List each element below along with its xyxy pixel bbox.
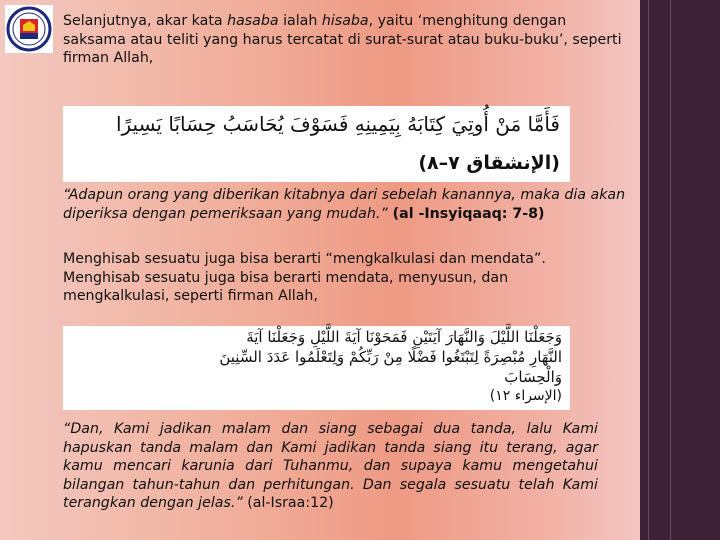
arabic-verse-line: وَجَعَلْنَا اللَّيْلَ وَالنَّهَارَ آيَتَيْنِ فَمَحَوْنَا آيَةَ اللَّيْلِ وَجَعَلْنَا آيَةَ (246, 328, 562, 346)
sidebar-divider (670, 0, 671, 540)
arabic-verse-line: النَّهَارِ مُبْصِرَةً لِتَبْتَغُوا فَضْلًا مِنْ رَبِّكُمْ وَلِتَعْلَمُوا عَدَدَ السِّنِينَ (219, 348, 562, 366)
verse-citation: (al -Insyiqaaq: 7-8) (387, 205, 545, 222)
arabic-verse-line: وَالْحِسَابَ (504, 368, 562, 386)
verse-citation: (al-Israa:12) (242, 495, 334, 511)
arabic-verse-line: فَأَمَّا مَنْ أُوتِيَ كِتَابَهُ بِيَمِينِهِ فَسَوْفَ يُحَاسَبُ حِسَابًا يَسِيرًا (115, 112, 560, 136)
arabic-verse-israa (63, 326, 570, 410)
arabic-verse-insyiqaaq (63, 106, 570, 182)
arabic-verse-reference: (الإنشقاق ٧–٨) (418, 152, 560, 174)
paragraph-hisab-intro (63, 12, 623, 68)
paragraph-menghisab (63, 250, 608, 306)
translation-text: “Dan, Kami jadikan malam dan siang sebagai dua tanda, lalu Kami hapuskan tanda malam dan Kami jadikan tanda siang itu terang, agar kamu mencari karunia dari Tuhanmu, dan supaya kamu mengetahui bilangan tahun-tahun dan perhitungan. Dan segala sesuatu telah Kami terangkan dengan jelas.” (63, 421, 598, 511)
right-sidebar-panel (640, 0, 720, 540)
translation-text: “Adapun orang yang diberikan kitabnya dari sebelah kanannya, maka dia akan diperiksa dengan pemeriksaan yang mudah.” (63, 187, 626, 222)
term-hisaba: hisaba (321, 13, 369, 29)
term-hasaba: hasaba (227, 13, 279, 29)
translation-israa (63, 420, 598, 513)
translation-insyiqaaq (63, 186, 635, 223)
sidebar-divider (648, 0, 649, 540)
university-logo (5, 5, 53, 53)
arabic-verse-reference: (الإسراء ١٢) (489, 388, 562, 404)
text-segment: , yaitu ‘menghitung dengan saksama atau teliti yang harus tercatat di surat-surat atau buku-buku’, seperti firman Allah, (63, 13, 622, 66)
text-segment: Selanjutnya, akar kata (63, 13, 228, 29)
text-segment: Menghisab sesuatu juga bisa berarti “mengkalkulasi dan mendata”. Menghisab sesuatu juga bisa berarti mendata, menyusun, dan mengkalkulasi, seperti firman Allah, (63, 251, 546, 304)
text-segment: ialah (278, 13, 322, 29)
